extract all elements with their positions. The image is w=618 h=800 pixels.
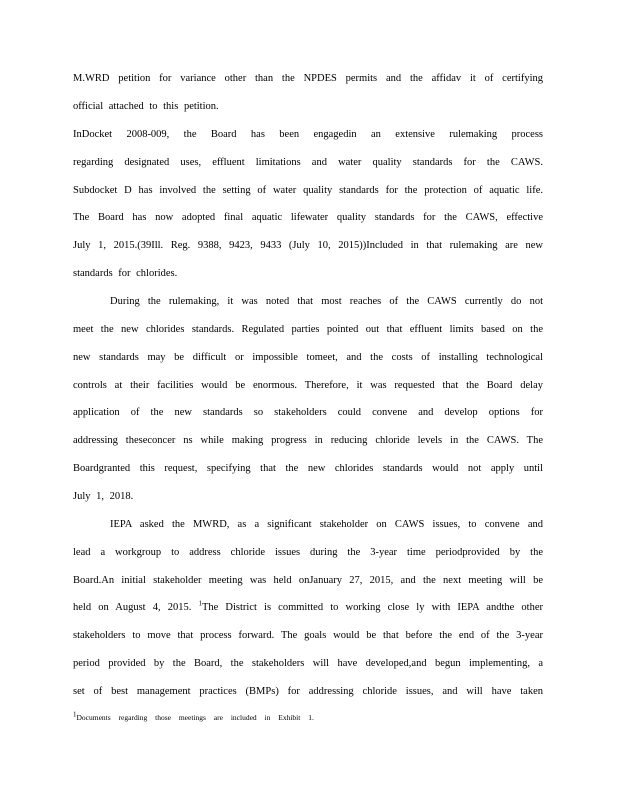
text-line: July 1, 2018. bbox=[73, 491, 134, 502]
text-line: Boardgranted this request, specifying that the new chlorides standards would not apply until bbox=[73, 463, 543, 474]
footnote bbox=[73, 710, 373, 723]
text-line: meet the new chlorides standards. Regulated parties pointed out that effluent limits based on the bbox=[73, 324, 543, 335]
text-segment: held on August 4, 2015. bbox=[73, 602, 199, 613]
text-line: controls at their facilities would be enormous. Therefore, it was requested that the Board delay bbox=[73, 380, 543, 391]
text-line: Board.An initial stakeholder meeting was held onJanuary 27, 2015, and the next meeting will be bbox=[73, 575, 543, 586]
footnote-reference: 1 bbox=[198, 599, 202, 608]
text-segment: The District is committed to working close ly with IEPA andthe other bbox=[201, 602, 543, 613]
text-line: new standards may be difficult or impossible tomeet, and the costs of installing technological bbox=[73, 352, 543, 363]
text-line: regarding designated uses, effluent limitations and water quality standards for the CAWS. bbox=[73, 157, 543, 168]
text-line: Subdocket D has involved the setting of water quality standards for the protection of aquatic life. bbox=[73, 185, 543, 196]
text-line-with-footnote bbox=[73, 601, 543, 615]
text-line: lead a workgroup to address chloride issues during the 3-year time periodprovided by the bbox=[73, 547, 543, 558]
footnote-text: Documents regarding those meetings are included in Exhibit 1. bbox=[76, 713, 314, 722]
text-line: M.WRD petition for variance other than the NPDES permits and the affidav it of certifying bbox=[73, 73, 543, 84]
text-line: InDocket 2008-009, the Board has been engagedin an extensive rulemaking process bbox=[73, 129, 543, 140]
text-line: stakeholders to move that process forward. The goals would be that before the end of the 3-year bbox=[73, 630, 543, 641]
text-line: period provided by the Board, the stakeholders will have developed,and begun implementing, a bbox=[73, 658, 543, 669]
text-line: addressing theseconcer ns while making progress in reducing chloride levels in the CAWS. The bbox=[73, 435, 543, 446]
text-line: During the rulemaking, it was noted that most reaches of the CAWS currently do not bbox=[110, 296, 543, 307]
text-line: application of the new standards so stakeholders could convene and develop options for bbox=[73, 407, 543, 418]
text-line: standards for chlorides. bbox=[73, 268, 178, 279]
text-line: set of best management practices (BMPs) for addressing chloride issues, and will have taken bbox=[73, 686, 543, 697]
text-line: July 1, 2015.(39Ill. Reg. 9388, 9423, 9433 (July 10, 2015))Included in that rulemaking are new bbox=[73, 240, 543, 251]
text-line: The Board has now adopted final aquatic lifewater quality standards for the CAWS, effective bbox=[73, 212, 543, 223]
text-line: IEPA asked the MWRD, as a significant stakeholder on CAWS issues, to convene and bbox=[110, 519, 543, 530]
text-line: official attached to this petition. bbox=[73, 101, 219, 112]
footnote-marker: 1 bbox=[73, 710, 77, 719]
